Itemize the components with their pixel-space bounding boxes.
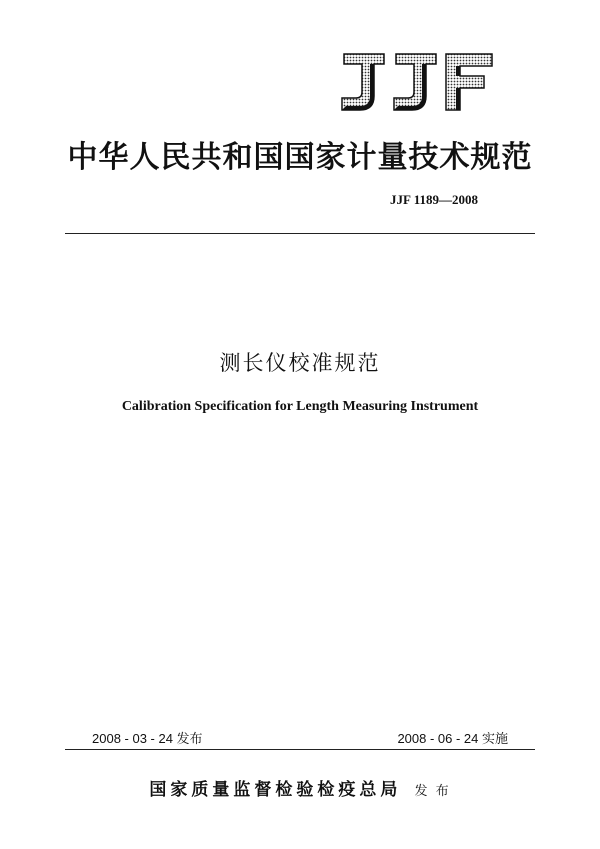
logo-letter-j1: [342, 54, 384, 110]
standard-code: JJF 1189—2008: [390, 192, 478, 207]
logo-letter-f: [446, 54, 492, 110]
issue-date: 2008 - 03 - 24 发布: [92, 731, 203, 746]
publish-label: 发 布: [414, 784, 451, 799]
jjf-logo: [340, 50, 494, 114]
document-title-en: Calibration Specification for Length Measuring Instrument: [121, 399, 479, 414]
document-title-cn: 测长仪校准规范: [219, 351, 381, 375]
publisher-name: 国家质量监督检验检疫总局: [149, 780, 402, 800]
publisher-row: [0, 775, 600, 800]
top-divider: [65, 233, 535, 234]
country-standard-title: 中华人民共和国国家计量技术规范: [67, 140, 533, 175]
logo-letter-j2: [394, 54, 436, 110]
bottom-divider: [65, 749, 535, 750]
implement-date: 2008 - 06 - 24 实施: [397, 731, 508, 746]
